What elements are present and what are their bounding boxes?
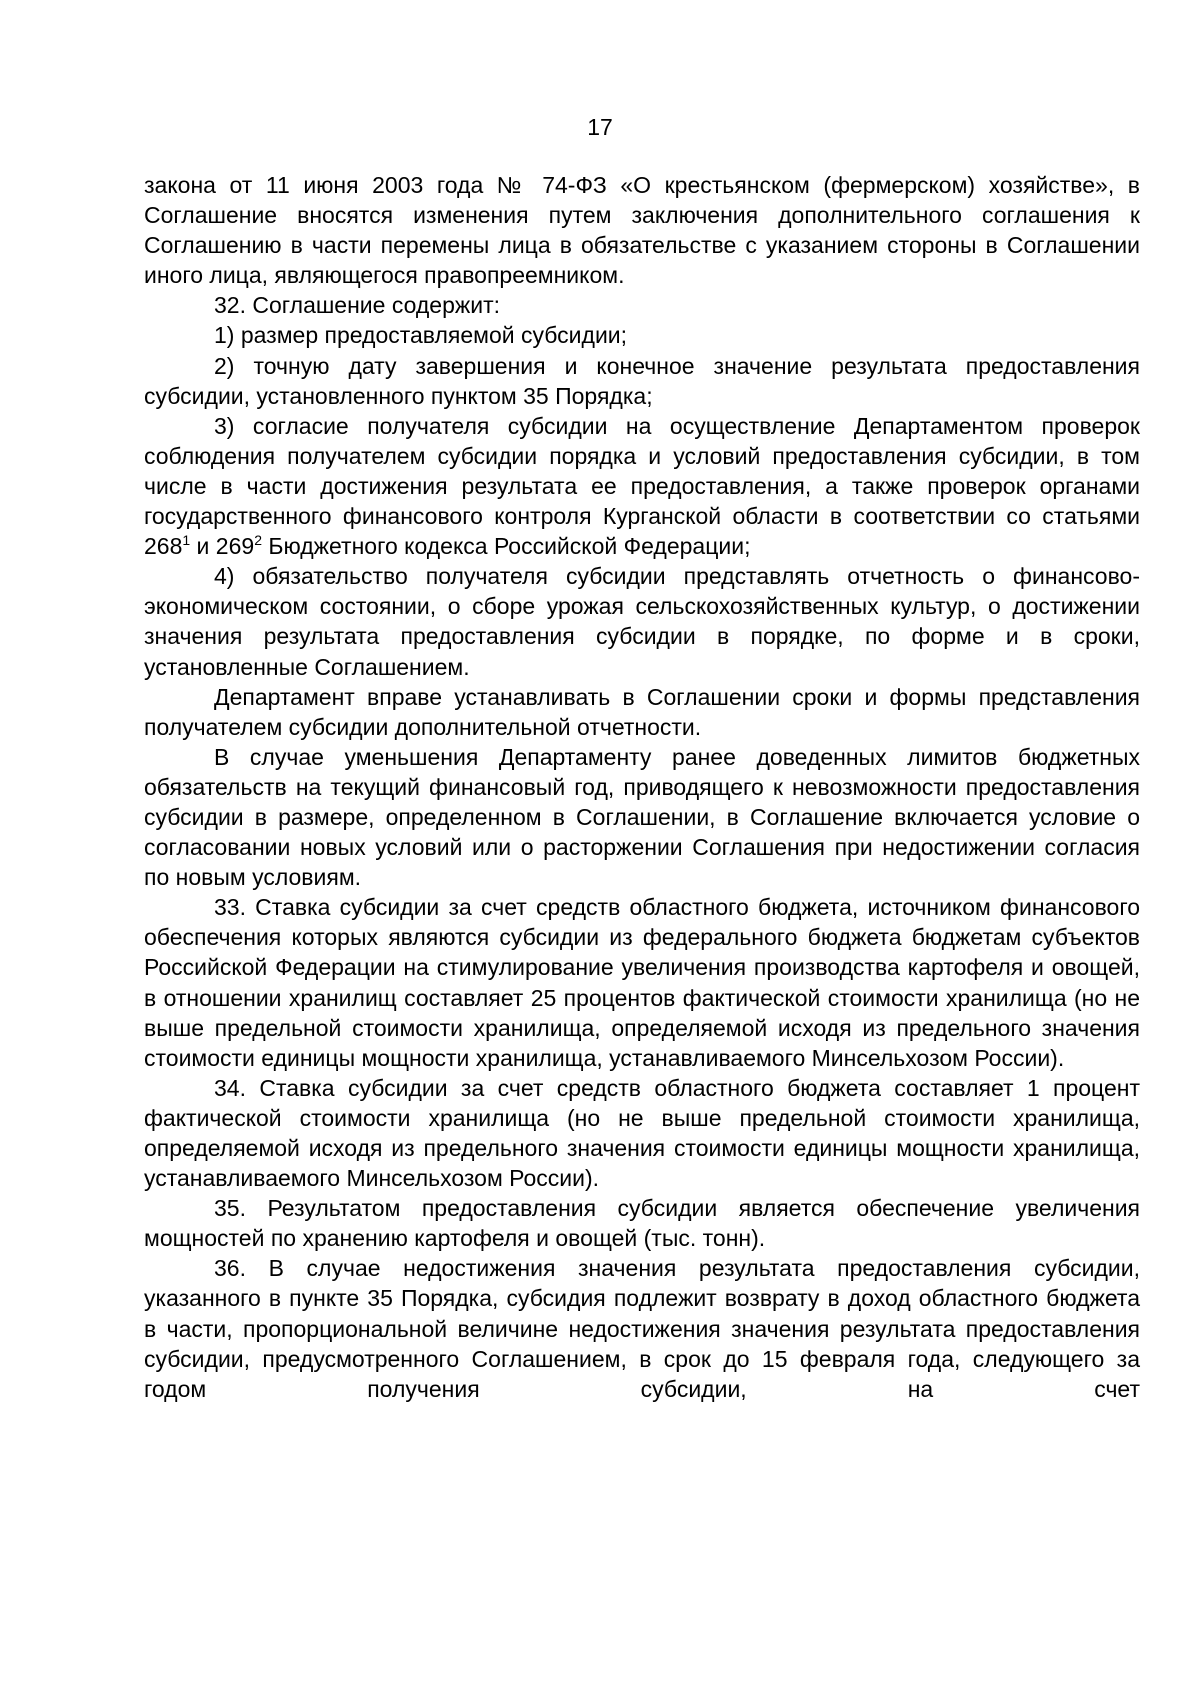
paragraph-item-32: 32. Соглашение содержит: — [214, 292, 501, 319]
paragraph-item-36: 36. В случае недостижения значения результата предоставления субсидии, указанного в пункте 35 Порядка, субсидия подлежит возврату в доход областного бюджета в части, пропорциональной величине недостижения значения результата предоставления субсидии, предусмотренного Соглашением, в срок до 15 февраля года, следующего за годом получения субсидии, на счет — [144, 1255, 1140, 1402]
subitem-3-text-a: 3) согласие получателя субсидии на осуществление Департаментом проверок соблюдения получателем субсидии порядка и условий предоставления субсидии, в том числе в части достижения результата ее предоставления, а также проверок органами государственного финансового контроля Курганской области в соответствии со статьями 268 — [144, 412, 1140, 560]
superscript-2: 2 — [254, 532, 262, 549]
paragraph-subitem-3 — [144, 411, 1140, 561]
paragraph-item-33: 33. Ставка субсидии за счет средств областного бюджета, источником финансового обеспечения которых являются субсидии из федерального бюджета бюджетам субъектов Российской Федерации на стимулирование увеличения производства картофеля и овощей, в отношении хранилищ составляет 25 процентов фактической стоимости хранилища (но не выше предельной стоимости хранилища, определяемой исходя из предельного значения стоимости единицы мощности хранилища, устанавливаемого Минсельхозом России). — [144, 894, 1140, 1071]
page-number: 17 — [587, 114, 613, 140]
paragraph-continuation: закона от 11 июня 2003 года № 74-ФЗ «О крестьянском (фермерском) хозяйстве», в Соглашение вносятся изменения путем заключения дополнительного соглашения к Соглашению в части перемены лица в обязательстве с указанием стороны в Соглашении иного лица, являющегося правопреемником. — [144, 172, 1140, 289]
paragraph-limits-reduction: В случае уменьшения Департаменту ранее доведенных лимитов бюджетных обязательств на текущий финансовый год, приводящего к невозможности предоставления субсидии в размере, определенном в Соглашении, в Соглашение включается условие о согласовании новых условий или о расторжении Соглашения при недостижении согласия по новым условиям. — [144, 743, 1140, 891]
paragraph-subitem-1: 1) размер предоставляемой субсидии; — [214, 322, 628, 349]
subitem-3-text-b: и 269 — [190, 533, 255, 560]
paragraph-subitem-2: 2) точную дату завершения и конечное значение результата предоставления субсидии, установленного пунктом 35 Порядка; — [144, 352, 1140, 409]
paragraph-subitem-4: 4) обязательство получателя субсидии представлять отчетность о финансово-экономическом состоянии, о сборе урожая сельскохозяйственных культур, о достижении значения результата предоставления субсидии в порядке, по форме и в сроки, установленные Соглашением. — [144, 563, 1140, 680]
superscript-1: 1 — [182, 532, 191, 549]
paragraph-department-right: Департамент вправе устанавливать в Соглашении сроки и формы представления получателем субсидии дополнительной отчетности. — [144, 683, 1140, 740]
paragraph-item-34: 34. Ставка субсидии за счет средств областного бюджета составляет 1 процент фактической стоимости хранилища (но не выше предельной стоимости хранилища, определяемой исходя из предельного значения стоимости единицы мощности хранилища, устанавливаемого Минсельхозом России). — [144, 1074, 1140, 1192]
subitem-3-text-c: Бюджетного кодекса Российской Федерации; — [261, 533, 751, 560]
document-body — [144, 170, 1140, 1404]
paragraph-item-35: 35. Результатом предоставления субсидии является обеспечение увеличения мощностей по хранению картофеля и овощей (тыс. тонн). — [144, 1195, 1140, 1252]
